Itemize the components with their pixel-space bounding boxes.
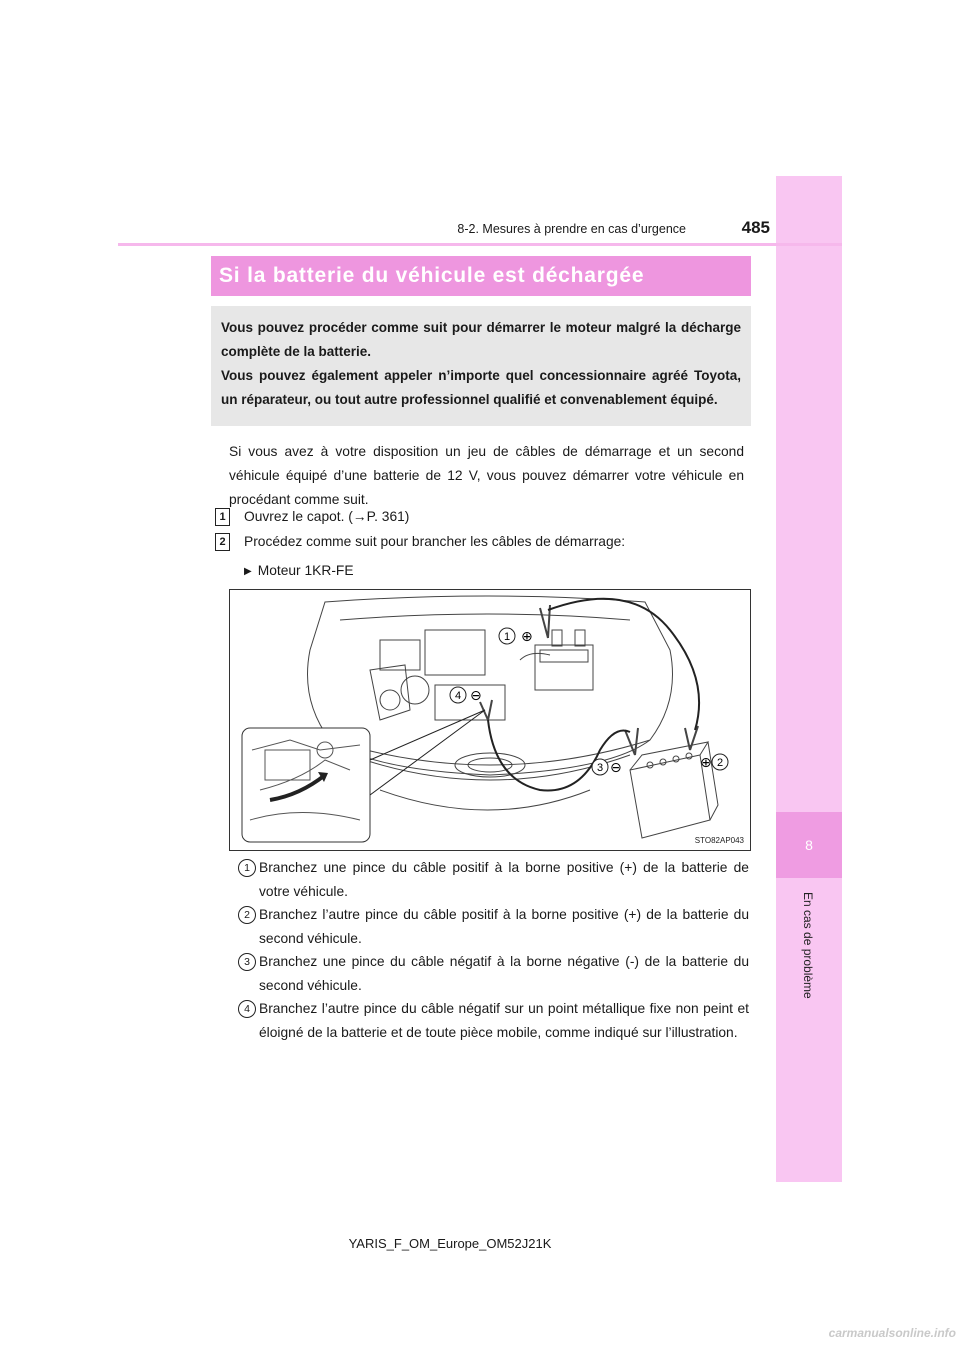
svg-text:⊕: ⊕: [700, 755, 712, 771]
header-divider: [118, 243, 842, 246]
intro-paragraph-2: Vous pouvez également appeler n’importe quel concessionnaire agréé Toyota, un réparateur, ou tout autre professionnel qualifié et convenablement équipé.: [221, 368, 741, 407]
figure-code: STO82AP043: [694, 836, 744, 845]
svg-text:⊕: ⊕: [521, 629, 533, 645]
step-number: 1: [215, 508, 230, 526]
triangle-bullet-icon: ▶: [244, 566, 252, 577]
chapter-label: En cas de problème: [801, 891, 815, 999]
item-number: 3: [238, 953, 256, 971]
step-text: Procédez comme suit pour brancher les câbles de démarrage:: [244, 534, 626, 549]
engine-label-text: Moteur 1KR-FE: [257, 563, 354, 578]
item-number: 4: [238, 1000, 256, 1018]
item-text: Branchez une pince du câble négatif à la borne négative (-) de la batterie du second véhicule.: [259, 954, 749, 993]
item-text: Branchez l’autre pince du câble négatif sur un point métallique fixe non peint et éloigné de la batterie et de toute pièce mobile, comme indiqué sur l’illustration.: [259, 1001, 749, 1040]
list-item: [229, 856, 749, 904]
step-text: Ouvrez le capot. (→P. 361): [244, 509, 410, 524]
chapter-number: 8: [805, 837, 813, 853]
list-item: [229, 903, 749, 951]
list-item: [229, 997, 749, 1045]
body-paragraph: Si vous avez à votre disposition un jeu de câbles de démarrage et un second véhicule équipé d’une batterie de 12 V, vous pouvez démarrer votre véhicule en procédant comme suit.: [229, 444, 744, 507]
step-1: [215, 508, 755, 528]
step-number: 2: [215, 533, 230, 551]
section-title: Si la batterie du véhicule est déchargée: [211, 256, 751, 296]
chapter-side-tab: [776, 176, 842, 1182]
engine-label: [244, 563, 354, 581]
intro-box: [211, 306, 751, 426]
item-text: Branchez une pince du câble positif à la borne positive (+) de la batterie de votre véhicule.: [259, 860, 749, 899]
callout-2: 2: [716, 757, 724, 769]
jump-start-illustration: [229, 589, 751, 851]
svg-text:⊖: ⊖: [610, 760, 622, 776]
section-reference: 8-2. Mesures à prendre en cas d’urgence: [457, 222, 686, 236]
item-number: 1: [238, 859, 256, 877]
document-footer: YARIS_F_OM_Europe_OM52J21K: [348, 1236, 552, 1251]
callout-3: 3: [596, 762, 604, 774]
step-2: [215, 533, 755, 553]
intro-paragraph-1: Vous pouvez procéder comme suit pour démarrer le moteur malgré la décharge complète de la batterie.: [221, 320, 741, 359]
callout-4: 4: [454, 690, 462, 702]
page-number: 485: [741, 218, 770, 237]
engine-bay-drawing: [230, 590, 750, 850]
list-item: [229, 950, 749, 998]
item-text: Branchez l’autre pince du câble positif à la borne positive (+) de la batterie du second véhicule.: [259, 907, 749, 946]
svg-text:⊖: ⊖: [470, 688, 482, 704]
watermark: carmanualsonline.info: [828, 1326, 956, 1340]
item-number: 2: [238, 906, 256, 924]
callout-1: 1: [503, 631, 511, 643]
